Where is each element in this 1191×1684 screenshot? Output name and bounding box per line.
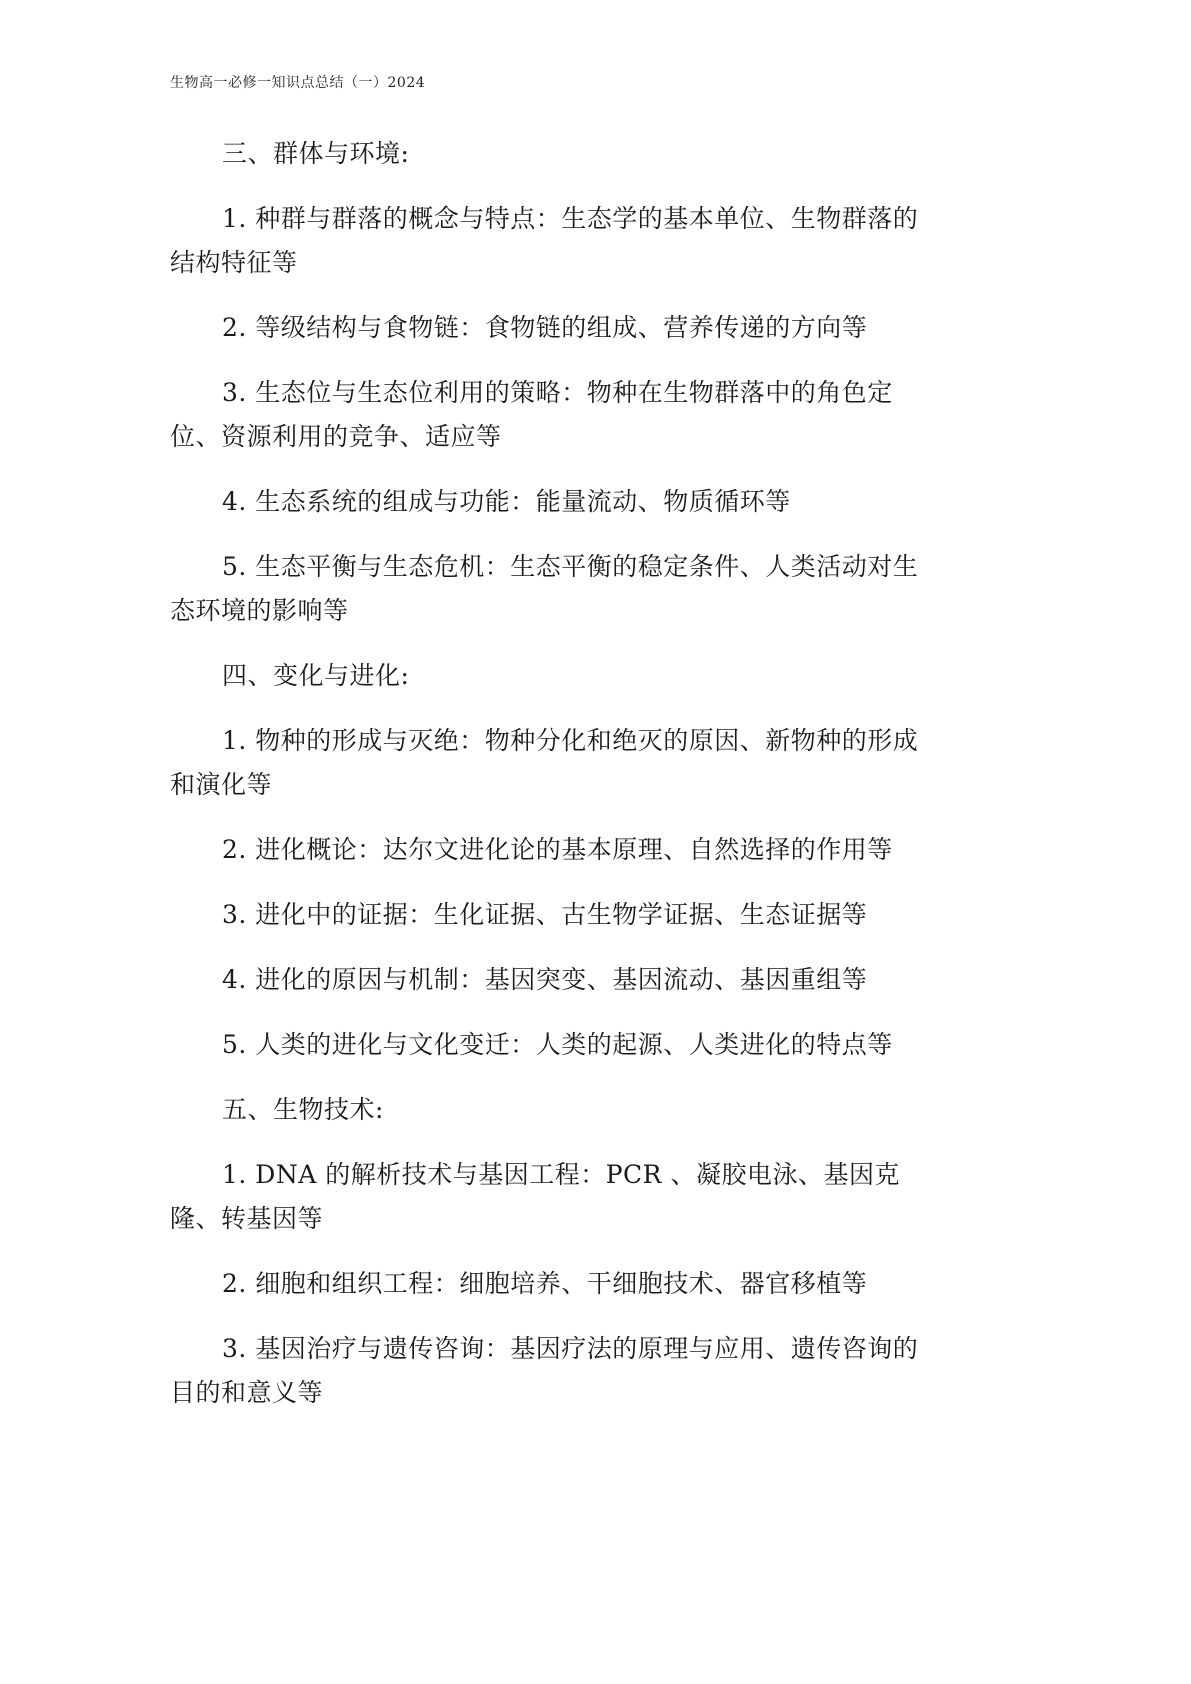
- list-item: 3. 进化中的证据：生化证据、古生物学证据、生态证据等: [222, 900, 868, 929]
- list-item: 5. 人类的进化与文化变迁：人类的起源、人类进化的特点等: [222, 1030, 893, 1059]
- list-item: 2. 细胞和组织工程：细胞培养、干细胞技术、器官移植等: [222, 1269, 868, 1298]
- section-heading: 三、群体与环境:: [222, 139, 410, 168]
- list-item: 4. 生态系统的组成与功能：能量流动、物质循环等: [222, 487, 791, 516]
- document-header: 生物高一必修一知识点总结（一）2024: [170, 75, 426, 91]
- document-body: [170, 132, 940, 1436]
- section-heading: 四、变化与进化:: [222, 661, 410, 690]
- list-item: 1. 种群与群落的概念与特点：生态学的基本单位、生物群落的结构特征等: [170, 204, 919, 277]
- list-item: 2. 进化概论：达尔文进化论的基本原理、自然选择的作用等: [222, 835, 893, 864]
- list-item: 5. 生态平衡与生态危机：生态平衡的稳定条件、人类活动对生态环境的影响等: [170, 552, 919, 625]
- list-item: 1. DNA 的解析技术与基因工程：PCR 、凝胶电泳、基因克隆、转基因等: [170, 1160, 900, 1233]
- list-item: 4. 进化的原因与机制：基因突变、基因流动、基因重组等: [222, 965, 868, 994]
- list-item: 3. 生态位与生态位利用的策略：物种在生物群落中的角色定位、资源利用的竞争、适应等: [170, 378, 893, 451]
- list-item: 1. 物种的形成与灭绝：物种分化和绝灭的原因、新物种的形成和演化等: [170, 726, 919, 799]
- list-item: 3. 基因治疗与遗传咨询：基因疗法的原理与应用、遗传咨询的目的和意义等: [170, 1334, 919, 1407]
- list-item: 2. 等级结构与食物链：食物链的组成、营养传递的方向等: [222, 313, 868, 342]
- section-heading: 五、生物技术:: [222, 1095, 384, 1124]
